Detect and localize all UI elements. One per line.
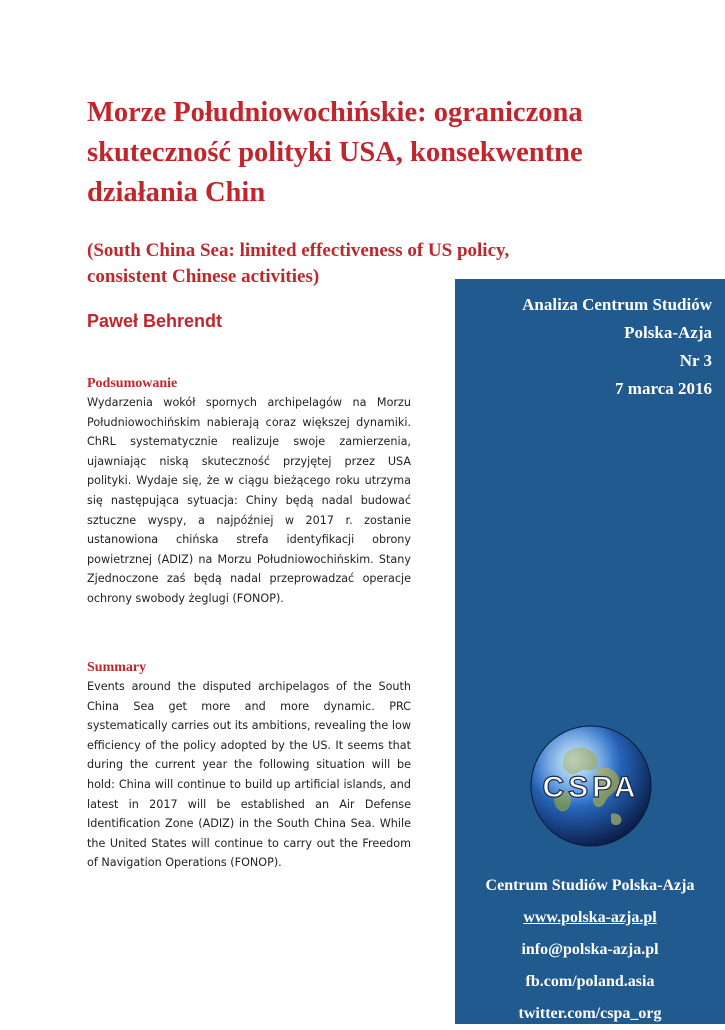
website-link[interactable]: www.polska-azja.pl [523,909,657,926]
twitter-link[interactable]: twitter.com/cspa_org [518,1005,662,1022]
podsumowanie-heading: Podsumowanie [87,376,178,391]
podsumowanie-section [87,374,411,609]
issue-number: Nr 3 [679,351,712,370]
document-subtitle: (South China Sea: limited effectiveness of US policy, consistent Chinese activities) [87,240,510,287]
cspa-globe-logo [527,722,655,850]
center-name: Centrum Studiów Polska-Azja [485,877,695,894]
facebook-link[interactable]: fb.com/poland.asia [525,973,655,990]
summary-heading: Summary [87,660,147,675]
organization-name: Polska-Azja [624,323,712,342]
publication-info [522,291,712,403]
document-title: Morze Południowochińskie: ograniczona skuteczność polityki USA, konsekwentne działania Chin [87,97,583,208]
author-name: Paweł Behrendt [87,311,223,331]
summary-text: Events around the disputed archipelagos of the South China Sea get more and more dynamic. PRC systematically carries out its ambitions, revealing the low efficiency of the policy adopted by the US. It seems that during the current year the following situation will be hold: China will continue to build up artificial islands, and latest in 2017 will be established an Air Defense Identification Zone (ADIZ) in the South China Sea. While the United States will continue to carry out the Freedom of Navigation Operations (FONOP). [87,680,411,870]
series-name: Analiza Centrum Studiów [522,295,712,314]
logo-text: CSPA [542,771,640,804]
contact-block [455,870,725,1030]
summary-section [87,658,411,873]
email-link[interactable]: info@polska-azja.pl [521,941,659,958]
publication-date: 7 marca 2016 [615,379,712,398]
podsumowanie-text: Wydarzenia wokół spornych archipelagów na Morzu Południowochińskim nabierają coraz większej dynamiki. ChRL systematycznie realizuje swoje zamierzenia, ujawniając niską skuteczność przyjętej przez USA polityki. Wydaje się, że w ciągu bieżącego roku utrzyma się następująca sytuacja: Chiny będą nadal budować sztuczne wyspy, a najpóźniej w 2017 r. zostanie ustanowiona chińska strefa identyfikacji obrony powietrznej (ADIZ) na Morzu Południowochińskim. Stany Zjednoczone zaś będą nadal przeprowadzać operacje ochrony swobody żeglugi (FONOP). [87,396,411,605]
sidebar-panel [455,279,725,1024]
